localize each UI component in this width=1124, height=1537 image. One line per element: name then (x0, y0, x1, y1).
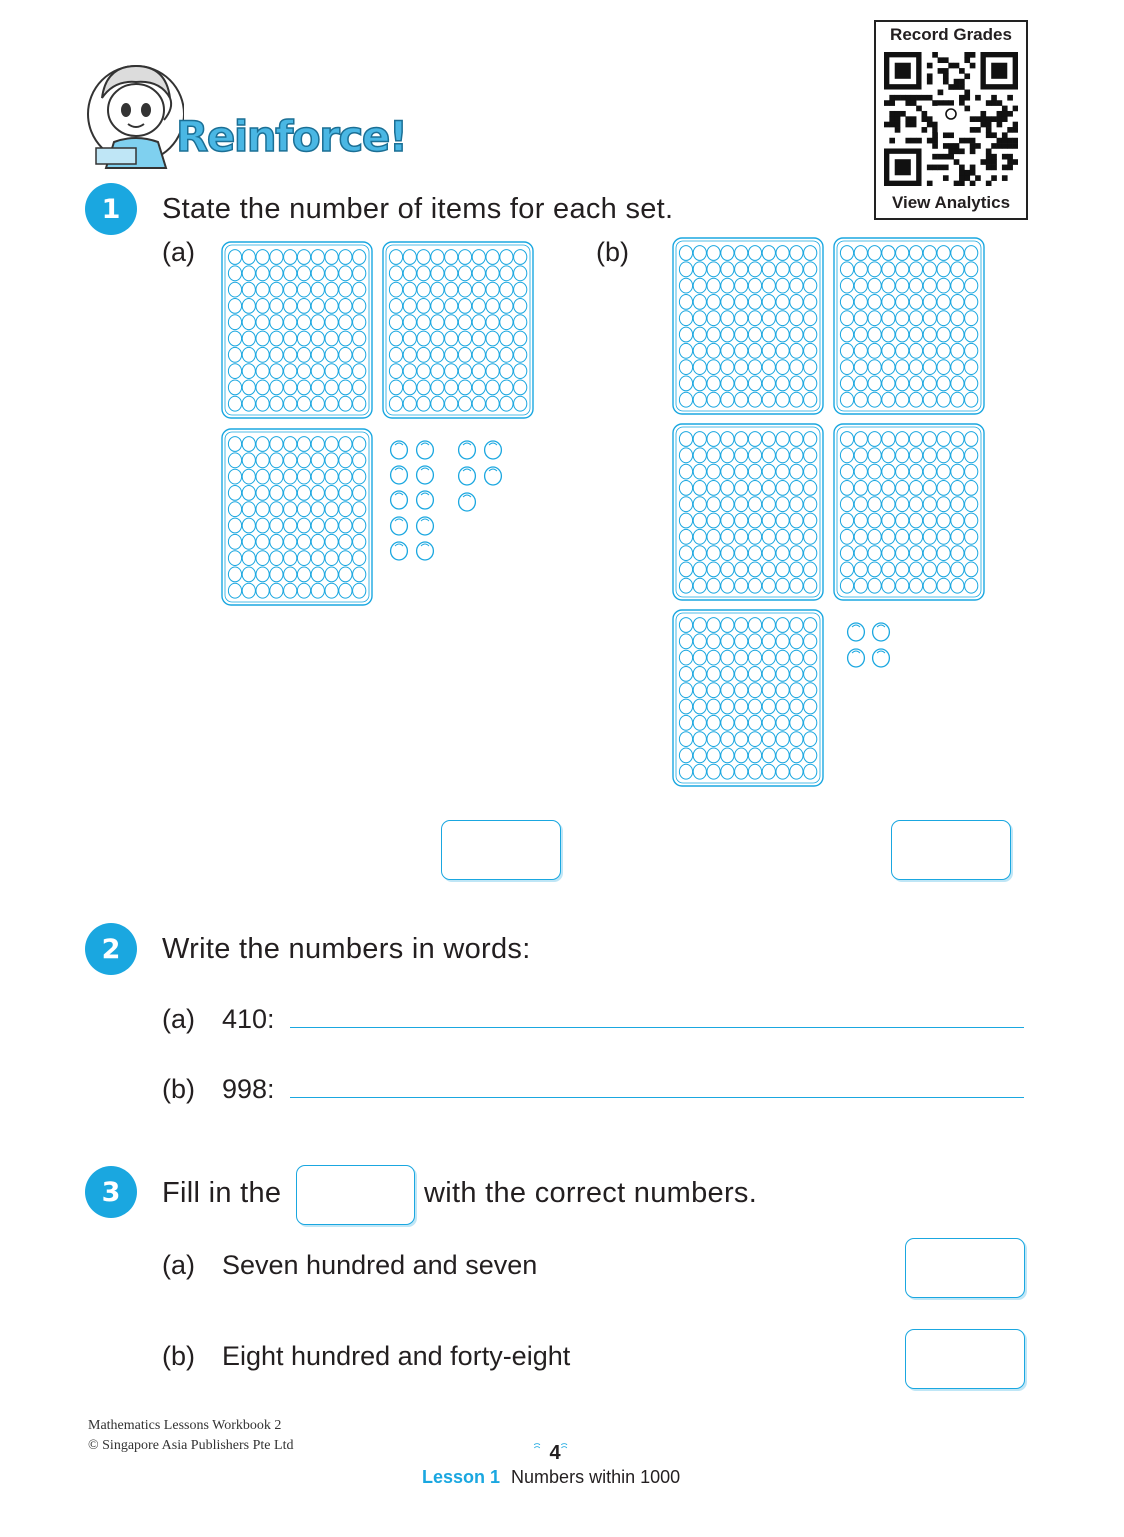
example-box-icon (296, 1165, 415, 1225)
hundred-block (834, 238, 984, 414)
page-number-row (510, 1440, 600, 1466)
question-2a-label: (a) (162, 1004, 195, 1034)
answer-box-3a[interactable] (905, 1238, 1025, 1298)
question-3b-text: Eight hundred and forty-eight (222, 1341, 571, 1371)
question-2a-number: 410: (222, 1004, 275, 1034)
question-1a-label: (a) (162, 237, 195, 267)
question-1-number: 1 (85, 183, 137, 235)
hundred-block (673, 238, 823, 414)
qr-top-label: Record Grades (890, 25, 1012, 44)
hundred-block (383, 242, 533, 418)
question-3-prompt-end: with the correct numbers. (424, 1177, 758, 1209)
question-2b-number: 998: (222, 1074, 275, 1104)
ones-group-b (848, 623, 890, 667)
hundred-block (673, 610, 823, 786)
question-3a-text: Seven hundred and seven (222, 1250, 538, 1280)
answer-line-2a[interactable] (290, 1027, 1024, 1028)
question-3-prompt-start: Fill in the (162, 1177, 282, 1209)
hundred-block (673, 424, 823, 600)
question-1-prompt: State the number of items for each set. (162, 193, 674, 225)
section-title: Reinforce! (176, 112, 407, 161)
answer-box-1a[interactable] (441, 820, 561, 880)
lesson-label: Lesson 1 (422, 1467, 501, 1487)
hundred-block (834, 424, 984, 600)
question-2b-label: (b) (162, 1074, 195, 1104)
ones-group-a (391, 441, 502, 560)
answer-box-3b[interactable] (905, 1329, 1025, 1389)
hundred-block (222, 429, 372, 605)
question-3a-label: (a) (162, 1250, 195, 1280)
lesson-title: Numbers within 1000 (511, 1467, 681, 1487)
answer-box-1b[interactable] (891, 820, 1011, 880)
answer-line-2b[interactable] (290, 1097, 1024, 1098)
question-1b-label: (b) (596, 237, 629, 267)
page-number: 4 (549, 1441, 561, 1464)
footer-book-title: Mathematics Lessons Workbook 2 (88, 1418, 282, 1433)
question-3b-label: (b) (162, 1341, 195, 1371)
lesson-footer (422, 1467, 680, 1488)
question-2-prompt: Write the numbers in words: (162, 933, 531, 965)
question-3-number: 3 (85, 1166, 137, 1218)
question-2-number: 2 (85, 923, 137, 975)
footer-copyright: © Singapore Asia Publishers Pte Ltd (88, 1438, 294, 1453)
qr-bottom-label: View Analytics (891, 193, 1011, 212)
hundred-block (222, 242, 372, 418)
